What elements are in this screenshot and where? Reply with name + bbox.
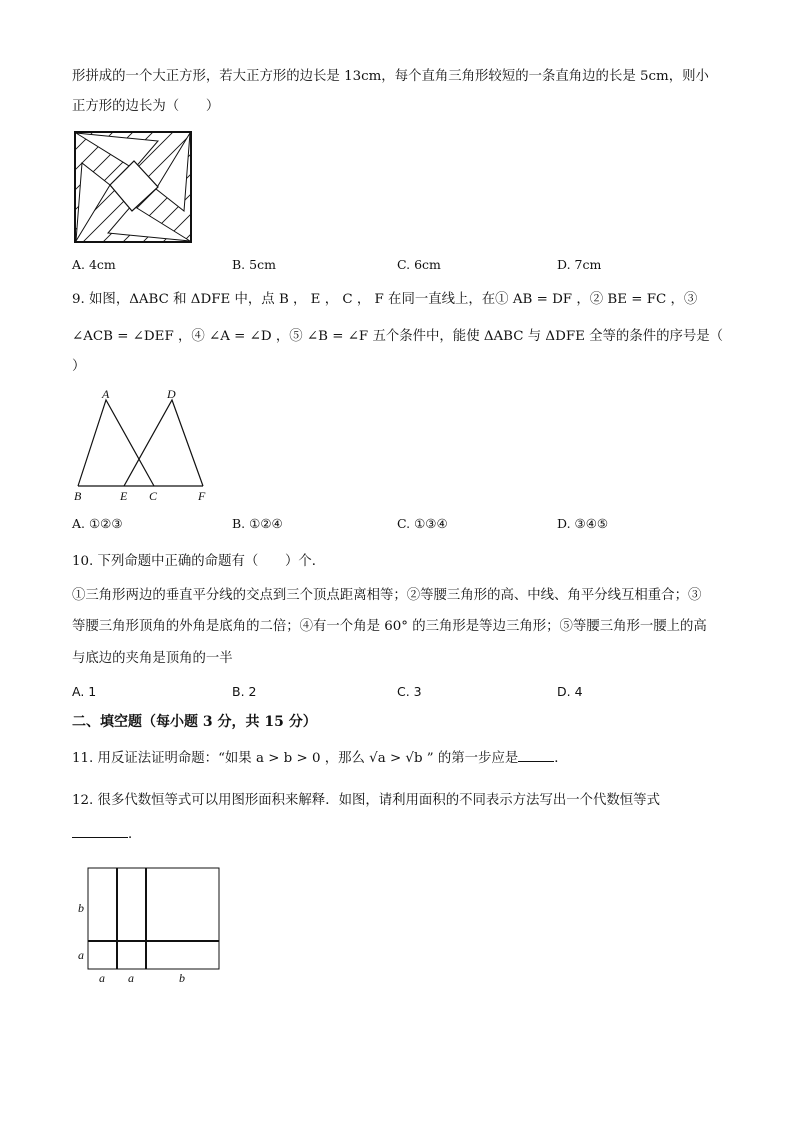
q12-text-after: ． [128, 827, 142, 842]
q8-text-line2: 正方形的边长为（ ） [72, 99, 220, 114]
label-a2: a [128, 971, 134, 985]
label-E: E [120, 489, 128, 503]
q9-option-d[interactable]: D. ③④⑤ [557, 516, 609, 531]
section-heading: 二、填空题（每小题 3 分，共 15 分） [72, 714, 317, 730]
q9-option-a[interactable]: A. ①②③ [72, 516, 123, 531]
q9-text-line1: 9. 如图，ΔABC 和 ΔDFE 中，点 B ， E ， C ， F 在同一直线上，在① AB = DF ，② BE = FC ，③ [72, 292, 698, 307]
q8-option-a[interactable]: A. 4cm [72, 257, 116, 272]
q12-text-line1: 12. 很多代数恒等式可以用图形面积来解释．如图，请利用面积的不同表示方法写出一个代数恒等式 [72, 793, 660, 808]
q8-square-figure [74, 131, 192, 243]
q10-option-c[interactable]: C. 3 [397, 684, 422, 699]
label-D: D [167, 387, 176, 401]
q8-option-c[interactable]: C. 6cm [397, 257, 441, 272]
q11-answer-blank[interactable] [518, 761, 554, 762]
q10-option-b[interactable]: B. 2 [232, 684, 257, 699]
q12-rectangle-figure [74, 864, 224, 988]
q10-option-a[interactable]: A. 1 [72, 684, 97, 699]
label-C: C [149, 489, 158, 503]
label-b-side: b [78, 901, 84, 915]
label-a1: a [99, 971, 105, 985]
q9-text-line3: ） [72, 359, 86, 374]
q11-text-before: 11. 用反证法证明命题：“如果 a > b > 0 ，那么 √a > √b ” 的第一步应是 [72, 751, 519, 766]
label-B: B [74, 489, 82, 503]
q10-text-line2: 等腰三角形顶角的外角是底角的二倍；④有一个角是 60° 的三角形是等边三角形；⑤等腰三角形一腰上的高 [72, 619, 707, 634]
q10-text-line3: 与底边的夹角是顶角的一半 [72, 651, 233, 666]
q10-title: 10. 下列命题中正确的命题有（ ）个． [72, 554, 326, 569]
q11-text-after: ． [554, 751, 568, 766]
label-A: A [102, 387, 110, 401]
q8-option-d[interactable]: D. 7cm [557, 257, 602, 272]
q12-answer-blank[interactable] [72, 837, 128, 838]
q10-text-line1: ①三角形两边的垂直平分线的交点到三个顶点距离相等；②等腰三角形的高、中线、角平分线互相重合；③ [72, 588, 702, 603]
label-F: F [198, 489, 206, 503]
q9-option-c[interactable]: C. ①③④ [397, 516, 448, 531]
q12-answer-line [72, 826, 141, 844]
q10-option-d[interactable]: D. 4 [557, 684, 583, 699]
q8-option-b[interactable]: B. 5cm [232, 257, 276, 272]
q11-text [72, 750, 568, 768]
q9-triangle-figure [70, 384, 220, 506]
label-b-bottom: b [179, 971, 185, 985]
label-a-side: a [78, 948, 84, 962]
q9-text-line2: ∠ACB = ∠DEF ，④ ∠A = ∠D ，⑤ ∠B = ∠F 五个条件中，能使 ΔABC 与 ΔDFE 全等的条件的序号是（ [72, 329, 724, 344]
q9-option-b[interactable]: B. ①②④ [232, 516, 283, 531]
q8-text-line1: 形拼成的一个大正方形，若大正方形的边长是 13cm，每个直角三角形较短的一条直角边的长是 5cm，则小 [72, 69, 709, 84]
